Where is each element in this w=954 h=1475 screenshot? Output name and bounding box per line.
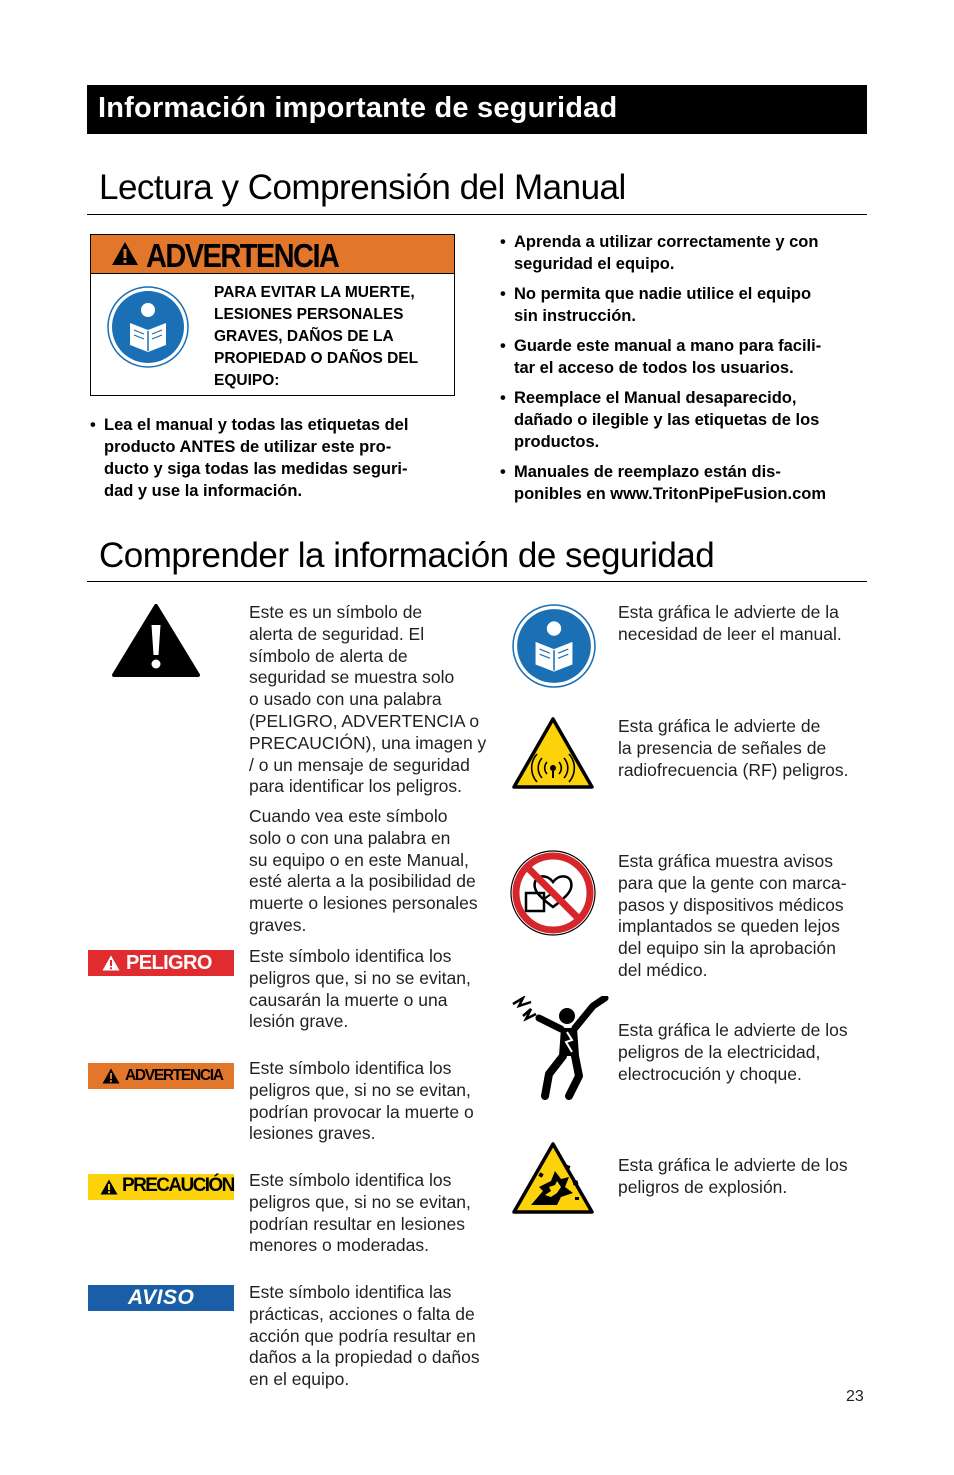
warning-text-line: GRAVES, DAÑOS DE LA [214, 328, 394, 345]
text-line: alerta de seguridad. El [249, 623, 425, 644]
right-bullet: • Guarde este manual a mano para facili- tar el acceso de todos los usuarios. [500, 335, 880, 379]
bullet-line: productos. [514, 433, 600, 451]
alert-triangle-icon [102, 955, 120, 971]
notice-signal-word [88, 1285, 234, 1311]
text-line: Este es un símbolo de [249, 602, 423, 622]
text-line: peligros que, si no se evitan, [249, 1191, 471, 1212]
caution-signal-word [88, 1174, 234, 1200]
text-line: pasos y dispositivos médicos [618, 894, 844, 915]
bullet-line: ponibles en www.TritonPipeFusion.com [514, 485, 826, 503]
read-manual-icon [107, 286, 189, 368]
warning-text-line: PROPIEDAD O DAÑOS DEL [214, 350, 419, 367]
warning-signal-label: ADVERTENCIA [125, 1067, 223, 1084]
text-line: Cuando vea este símbolo [249, 806, 448, 826]
right-bullet: • Reemplace el Manual desaparecido, dañado o ilegible y las etiquetas de los productos. [500, 387, 880, 453]
text-line: lesiones graves. [249, 1123, 376, 1144]
text-line: Este símbolo identifica las [249, 1282, 452, 1302]
text-line: la presencia de señales de [618, 737, 827, 758]
text-line: PRECAUCIÓN), una imagen y [249, 732, 487, 753]
warning-text [214, 282, 454, 392]
text-line: implantados se queden lejos [618, 916, 840, 937]
text-line: podrían provocar la muerte o [249, 1101, 474, 1122]
radio-frequency-warning-icon [511, 716, 595, 790]
bullet-line: Guarde este manual a mano para facili- [514, 337, 822, 355]
warning-header [91, 235, 454, 274]
bullet-line: Aprenda a utilizar correctamente y con [514, 233, 819, 251]
text-line: para identificar los peligros. [249, 776, 463, 797]
bullet-line: dad y use la información. [104, 482, 303, 500]
bullet-line: dañado o ilegible y las etiquetas de los [514, 411, 820, 429]
text-line: solo o con una palabra en [249, 827, 451, 848]
right-bullet: • Aprenda a utilizar correctamente y con seguridad el equipo. [500, 231, 880, 275]
text-line: Esta gráfica le advierte de la [618, 602, 839, 622]
bullet-line: ducto y siga todas las medidas seguri- [104, 460, 408, 478]
rf-icon-description [618, 716, 878, 781]
text-line: del equipo sin la aprobación [618, 938, 836, 959]
text-line: necesidad de leer el manual. [618, 623, 842, 644]
explosion-hazard-icon [511, 1141, 595, 1215]
safety-alert-symbol-icon [112, 603, 200, 678]
right-bullet: • Manuales de reemplazo están dis- ponibles en www.TritonPipeFusion.com [500, 461, 880, 505]
read-manual-icon [512, 604, 596, 688]
text-line: peligros que, si no se evitan, [249, 1079, 471, 1100]
warning-label: ADVERTENCIA [146, 237, 339, 274]
manual-icon-description [618, 602, 878, 646]
notice-label: AVISO [128, 1286, 195, 1309]
warning-text-line: LESIONES PERSONALES [214, 306, 404, 323]
bullet-line: seguridad el equipo. [514, 255, 675, 273]
text-line: en el equipo. [249, 1369, 350, 1390]
notice-description [249, 1282, 509, 1391]
bullet-line: producto ANTES de utilizar este pro- [104, 438, 392, 456]
section1-heading: Lectura y Comprensión del Manual [99, 168, 626, 207]
section1-rule [87, 214, 867, 215]
text-line: electrocución y choque. [618, 1063, 802, 1084]
warning-box [90, 234, 455, 396]
bullet-line: sin instrucción. [514, 307, 636, 325]
bullet-line: No permita que nadie utilice el equipo [514, 285, 812, 303]
text-line: peligros de explosión. [618, 1176, 788, 1197]
electrocution-hazard-icon [509, 996, 609, 1100]
text-line: podrían resultar en lesiones [249, 1213, 465, 1234]
section2-rule [87, 581, 867, 582]
text-line: peligros que, si no se evitan, [249, 967, 471, 988]
text-line: símbolo de alerta de [249, 645, 408, 666]
alert-symbol-usage [249, 806, 509, 937]
bullet-line: Lea el manual y todas las etiquetas del [104, 416, 409, 434]
alert-triangle-icon [111, 241, 139, 266]
left-bullet: • Lea el manual y todas las etiquetas del producto ANTES de utilizar este pro- ducto y siga todas las medidas seguri- dad y use la información. [90, 414, 470, 502]
text-line: esté alerta a la posibilidad de [249, 871, 476, 892]
text-line: o usado con una palabra [249, 689, 442, 710]
warning-text-line: EQUIPO: [214, 372, 280, 389]
danger-label: PELIGRO [126, 952, 212, 974]
text-line: para que la gente con marca- [618, 872, 847, 893]
text-line: su equipo o en este Manual, [249, 849, 469, 870]
warning-description [249, 1058, 509, 1145]
text-line: graves. [249, 914, 307, 935]
section-banner [87, 85, 867, 134]
banner-title: Información importante de seguridad [98, 92, 618, 124]
bullet-line: Reemplace el Manual desaparecido, [514, 389, 797, 407]
text-line: Este símbolo identifica los [249, 1170, 452, 1190]
danger-description [249, 946, 509, 1033]
page-number: 23 [846, 1388, 864, 1405]
text-line: Esta gráfica muestra avisos [618, 851, 833, 871]
text-line: Esta gráfica le advierte de los [618, 1155, 848, 1175]
pacemaker-prohibition-icon [509, 849, 597, 937]
caution-label: PRECAUCIÓN [122, 1175, 234, 1196]
bullet-line: Manuales de reemplazo están dis- [514, 463, 781, 481]
text-line: seguridad se muestra solo [249, 667, 455, 688]
text-line: (PELIGRO, ADVERTENCIA o [249, 710, 480, 731]
right-bullet: • No permita que nadie utilice el equipo sin instrucción. [500, 283, 880, 327]
text-line: Este símbolo identifica los [249, 946, 452, 966]
pacemaker-icon-description [618, 851, 878, 982]
text-line: del médico. [618, 959, 708, 980]
explosion-icon-description [618, 1155, 878, 1199]
alert-triangle-icon [100, 1179, 118, 1195]
section2-heading: Comprender la información de seguridad [99, 536, 715, 575]
text-line: daños a la propiedad o daños [249, 1347, 480, 1368]
alert-triangle-icon [102, 1068, 120, 1084]
text-line: Esta gráfica le advierte de [618, 716, 821, 736]
text-line: peligros de la electricidad, [618, 1041, 821, 1062]
text-line: lesión grave. [249, 1011, 349, 1032]
warning-signal-word [88, 1063, 234, 1089]
text-line: causarán la muerte o una [249, 989, 448, 1010]
warning-text-line: PARA EVITAR LA MUERTE, [214, 284, 415, 301]
alert-symbol-description [249, 602, 509, 798]
text-line: Esta gráfica le advierte de los [618, 1020, 848, 1040]
danger-signal-word [88, 950, 234, 976]
text-line: Este símbolo identifica los [249, 1058, 452, 1078]
text-line: radiofrecuencia (RF) peligros. [618, 759, 849, 780]
text-line: muerte o lesiones personales [249, 893, 478, 914]
text-line: acción que podría resultar en [249, 1325, 476, 1346]
text-line: / o un mensaje de seguridad [249, 754, 470, 775]
text-line: prácticas, acciones o falta de [249, 1303, 475, 1324]
electricity-icon-description [618, 1020, 878, 1085]
bullet-line: tar el acceso de todos los usuarios. [514, 359, 794, 377]
text-line: menores o moderadas. [249, 1235, 429, 1256]
caution-description [249, 1170, 509, 1257]
